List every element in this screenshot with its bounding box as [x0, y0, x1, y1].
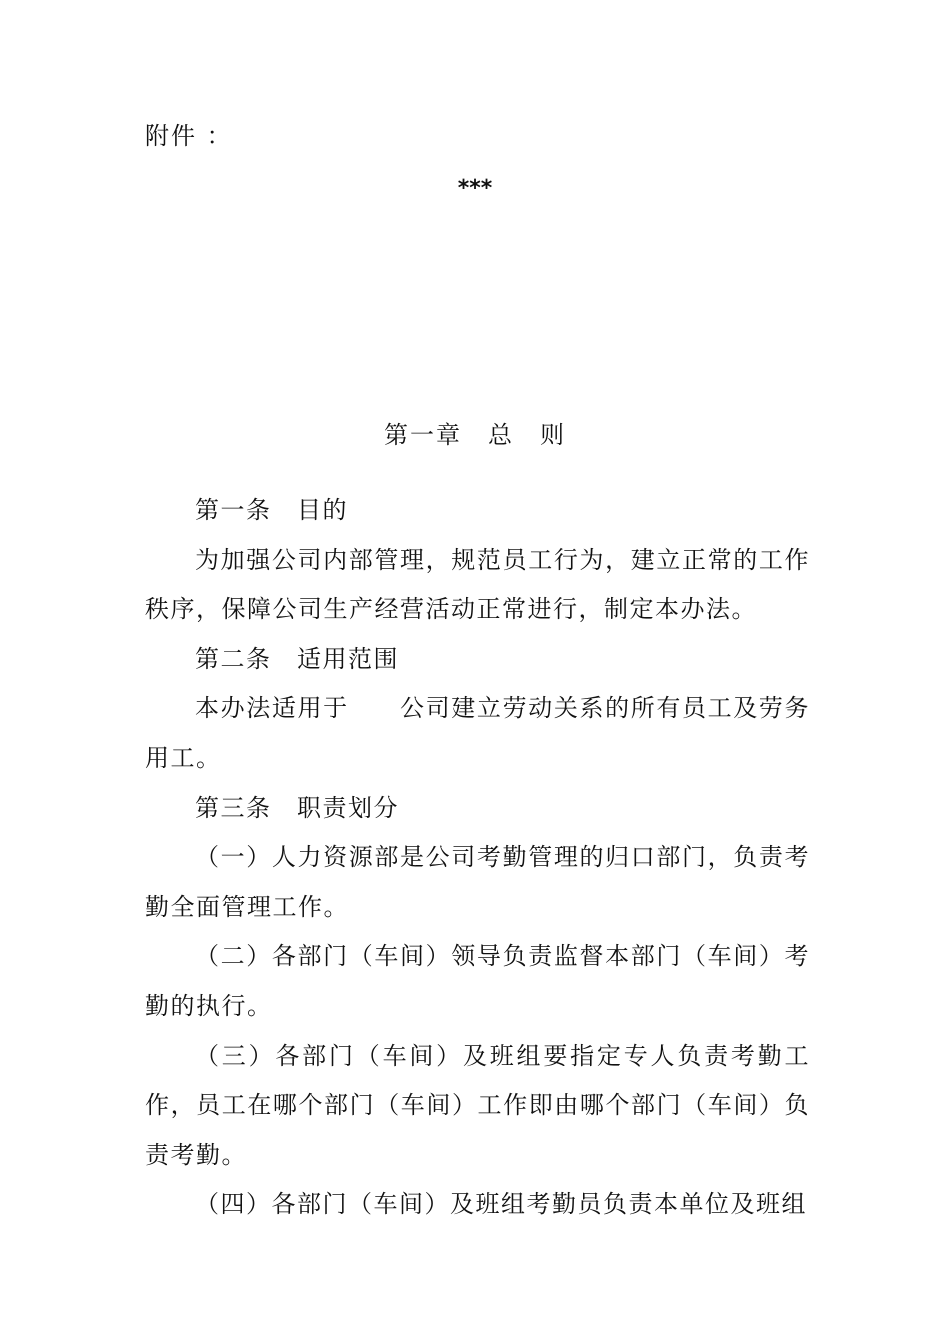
document-body [145, 486, 810, 1230]
article-3-item-1: （一）人力资源部是公司考勤管理的归口部门，负责考勤全面管理工作。 [145, 843, 810, 921]
chapter-title: 第一章 总 则 [384, 421, 566, 449]
article-2-heading: 第二条 适用范围 [195, 644, 399, 673]
attachment-label: 附件 ： [145, 122, 233, 150]
article-1-heading: 第一条 目的 [195, 496, 348, 524]
article-2-text: 本办法适用于 公司建立劳动关系的所有员工及劳务用工。 [145, 694, 810, 772]
article-3-heading: 第三条 职责划分 [195, 793, 399, 822]
placeholder-stars: *** [457, 176, 493, 201]
article-3-item-4: （四）各部门（车间）及班组考勤员负责本单位及班组 [195, 1190, 807, 1219]
article-1-text: 为加强公司内部管理，规范员工行为，建立正常的工作秩序，保障公司生产经营活动正常进行，制定本办法。 [145, 545, 810, 624]
article-3-item-2: （二）各部门（车间）领导负责监督本部门（车间）考勤的执行。 [145, 942, 810, 1020]
article-3-item-3: （三）各部门（车间）及班组要指定专人负责考勤工作，员工在哪个部门（车间）工作即由哪个部门（车间）负责考勤。 [145, 1041, 810, 1169]
